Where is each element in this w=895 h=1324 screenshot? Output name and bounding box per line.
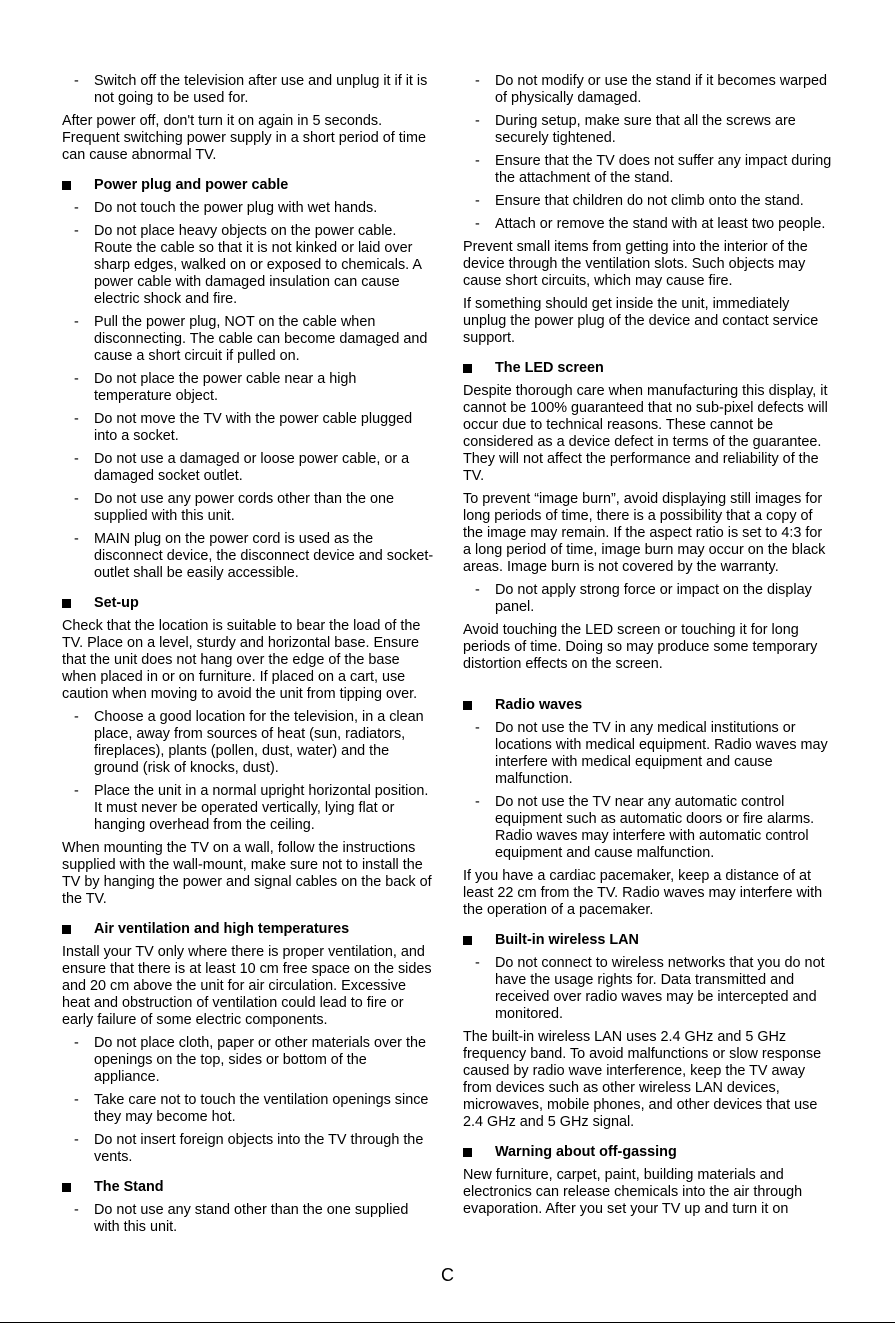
bullet-item <box>62 491 434 525</box>
square-bullet-icon <box>62 181 71 190</box>
dash-bullet-icon: - <box>74 223 79 239</box>
dash-bullet-icon: - <box>74 451 79 467</box>
section-heading-text: Set-up <box>94 595 139 611</box>
bullet-text: Pull the power plug, NOT on the cable when disconnecting. The cable can become damaged and cause a short circuit if pulled on. <box>94 314 428 364</box>
bottom-rule <box>0 1322 895 1323</box>
paragraph: Prevent small items from getting into the interior of the device through the ventilation slots. Such objects may cause short circuits, which may cause fire. <box>463 239 808 289</box>
bullet-item <box>62 1202 434 1236</box>
bullet-item <box>62 531 434 582</box>
dash-bullet-icon: - <box>74 73 79 89</box>
bullet-item <box>62 1092 434 1126</box>
bullet-item <box>463 73 833 107</box>
bullet-item <box>463 955 833 1023</box>
bullet-item <box>463 113 833 147</box>
bullet-text: Do not use a damaged or loose power cable, or a damaged socket outlet. <box>94 451 410 484</box>
section-heading <box>463 697 833 714</box>
dash-bullet-icon: - <box>475 955 480 971</box>
square-bullet-icon <box>62 1183 71 1192</box>
section-heading <box>62 595 434 612</box>
square-bullet-icon <box>62 925 71 934</box>
bullet-item <box>62 1132 434 1166</box>
square-bullet-icon <box>463 364 472 373</box>
dash-bullet-icon: - <box>475 794 480 810</box>
bullet-item <box>62 223 434 308</box>
bullet-text: Do not use the TV near any automatic control equipment such as automatic doors or fire alarms. Radio waves may interfere with automatic control equipment and cause malfunction. <box>495 794 815 861</box>
bullet-item <box>62 709 434 777</box>
bullet-text: Ensure that children do not climb onto the stand. <box>495 193 804 209</box>
paragraph: Despite thorough care when manufacturing this display, it cannot be 100% guaranteed that no sub-pixel defects will occur due to technical reasons. These cannot be considered as a device defect in terms of the guarantee. They will not affect the performance and reliability of the TV. <box>463 383 828 484</box>
section-heading-text: Air ventilation and high temperatures <box>94 921 350 937</box>
bullet-item <box>463 216 833 233</box>
dash-bullet-icon: - <box>74 1202 79 1218</box>
paragraph: New furniture, carpet, paint, building materials and electronics can release chemicals into the air through evaporation. After you set your TV up and turn it on <box>463 1167 803 1217</box>
bullet-text: Do not use any power cords other than the one supplied with this unit. <box>94 491 394 524</box>
paragraph: After power off, don't turn it on again in 5 seconds. Frequent switching power supply in a short period of time can cause abnormal TV. <box>62 113 426 163</box>
paragraph: If you have a cardiac pacemaker, keep a distance of at least 22 cm from the TV. Radio waves may interfere with the operation of a pacemaker. <box>463 868 823 918</box>
dash-bullet-icon: - <box>475 720 480 736</box>
dash-bullet-icon: - <box>74 1132 79 1148</box>
bullet-item <box>463 193 833 210</box>
bullet-text: Do not touch the power plug with wet hands. <box>94 200 378 216</box>
dash-bullet-icon: - <box>74 1092 79 1108</box>
paragraph: Check that the location is suitable to bear the load of the TV. Place on a level, sturdy and horizontal base. Ensure that the unit does not hang over the edge of the base when placed in or on furniture. If placed on a cart, use caution when moving to avoid the unit from tipping over. <box>62 618 421 702</box>
dash-bullet-icon: - <box>74 371 79 387</box>
paragraph: When mounting the TV on a wall, follow the instructions supplied with the wall-mount, make sure not to install the TV by hanging the power and signal cables on the back of the TV. <box>62 840 432 907</box>
bullet-item <box>62 73 434 107</box>
dash-bullet-icon: - <box>475 193 480 209</box>
square-bullet-icon <box>62 599 71 608</box>
bullet-text: Do not apply strong force or impact on the display panel. <box>495 582 812 615</box>
bullet-text: Ensure that the TV does not suffer any impact during the attachment of the stand. <box>495 153 832 186</box>
paragraph: The built-in wireless LAN uses 2.4 GHz and 5 GHz frequency band. To avoid malfunctions or slow response caused by radio wave interference, keep the TV away from devices such as other wireless LAN devices, microwaves, mobile phones, and other devices that use 2.4 GHz and 5 GHz signal. <box>463 1029 822 1130</box>
bullet-text: Do not place the power cable near a high temperature object. <box>94 371 357 404</box>
section-heading <box>463 1144 833 1161</box>
section-heading <box>463 932 833 949</box>
bullet-item <box>62 1035 434 1086</box>
paragraph: Avoid touching the LED screen or touching it for long periods of time. Doing so may produce some temporary distortion effects on the screen. <box>463 622 818 672</box>
left-column <box>62 73 434 1242</box>
bullet-item <box>463 153 833 187</box>
dash-bullet-icon: - <box>74 1035 79 1051</box>
section-heading-text: The Stand <box>94 1179 164 1195</box>
section-heading <box>463 360 833 377</box>
section-heading-text: Radio waves <box>495 697 583 713</box>
section-heading <box>62 921 434 938</box>
bullet-text: Do not place cloth, paper or other materials over the openings on the top, sides or bottom of the appliance. <box>94 1035 426 1085</box>
section-heading-text: The LED screen <box>495 360 604 376</box>
dash-bullet-icon: - <box>475 216 480 232</box>
bullet-text: Do not insert foreign objects into the TV through the vents. <box>94 1132 424 1165</box>
dash-bullet-icon: - <box>74 783 79 799</box>
dash-bullet-icon: - <box>74 531 79 547</box>
square-bullet-icon <box>463 701 472 710</box>
square-bullet-icon <box>463 936 472 945</box>
bullet-text: Choose a good location for the television, in a clean place, away from sources of heat (sun, radiators, fireplaces), plants (pollen, dust, water) and the ground (risk of knocks, dust). <box>94 709 424 776</box>
bullet-item <box>463 720 833 788</box>
square-bullet-icon <box>463 1148 472 1157</box>
dash-bullet-icon: - <box>74 491 79 507</box>
bullet-item <box>62 783 434 834</box>
bullet-text: Do not move the TV with the power cable plugged into a socket. <box>94 411 413 444</box>
bullet-item <box>62 200 434 217</box>
paragraph: If something should get inside the unit, immediately unplug the power plug of the device and contact service support. <box>463 296 819 346</box>
bullet-item <box>463 794 833 862</box>
section-heading <box>62 177 434 194</box>
bullet-text: Do not modify or use the stand if it becomes warped of physically damaged. <box>495 73 827 106</box>
page-number: C <box>441 1265 454 1285</box>
section-heading <box>62 1179 434 1196</box>
section-heading-text: Power plug and power cable <box>94 177 289 193</box>
dash-bullet-icon: - <box>475 113 480 129</box>
dash-bullet-icon: - <box>74 411 79 427</box>
bullet-item <box>463 582 833 616</box>
bullet-text: Do not place heavy objects on the power cable. Route the cable so that it is not kinked or laid over sharp edges, walked on or exposed to chemicals. A power cable with damaged insulation can cause electric shock and fire. <box>94 223 422 307</box>
paragraph: Install your TV only where there is proper ventilation, and ensure that there is at least 10 cm free space on the sides and 20 cm above the unit for air circulation. Excessive heat and obstruction of ventilation could lead to fire or early failure of some electric components. <box>62 944 432 1028</box>
bullet-text: Do not use the TV in any medical institutions or locations with medical equipment. Radio waves may interfere with medical equipment and cause malfunction. <box>495 720 828 787</box>
dash-bullet-icon: - <box>475 153 480 169</box>
bullet-item <box>62 371 434 405</box>
bullet-text: Do not use any stand other than the one supplied with this unit. <box>94 1202 409 1235</box>
dash-bullet-icon: - <box>475 73 480 89</box>
bullet-text: Place the unit in a normal upright horizontal position. It must never be operated vertically, lying flat or hanging overhead from the ceiling. <box>94 783 429 833</box>
section-heading-text: Built-in wireless LAN <box>495 932 639 948</box>
bullet-text: During setup, make sure that all the screws are securely tightened. <box>495 113 796 146</box>
right-column <box>463 73 833 1224</box>
dash-bullet-icon: - <box>74 709 79 725</box>
dash-bullet-icon: - <box>74 314 79 330</box>
bullet-item <box>62 411 434 445</box>
section-heading-text: Warning about off-gassing <box>495 1144 677 1160</box>
bullet-item <box>62 314 434 365</box>
bullet-text: Take care not to touch the ventilation openings since they may become hot. <box>94 1092 429 1125</box>
bullet-text: Switch off the television after use and unplug it if it is not going to be used for. <box>94 73 428 106</box>
bullet-text: Do not connect to wireless networks that you do not have the usage rights for. Data transmitted and received over radio waves may be intercepted and monitored. <box>495 955 825 1022</box>
bullet-text: Attach or remove the stand with at least two people. <box>495 216 826 232</box>
bullet-item <box>62 451 434 485</box>
dash-bullet-icon: - <box>74 200 79 216</box>
dash-bullet-icon: - <box>475 582 480 598</box>
paragraph: To prevent “image burn”, avoid displaying still images for long periods of time, there is a possibility that a copy of the image may remain. If the aspect ratio is set to 4:3 for a long period of time, image burn may occur on the black areas. Image burn is not covered by the warranty. <box>463 491 826 575</box>
bullet-text: MAIN plug on the power cord is used as the disconnect device, the disconnect device and socket-outlet shall be easily accessible. <box>94 531 434 581</box>
